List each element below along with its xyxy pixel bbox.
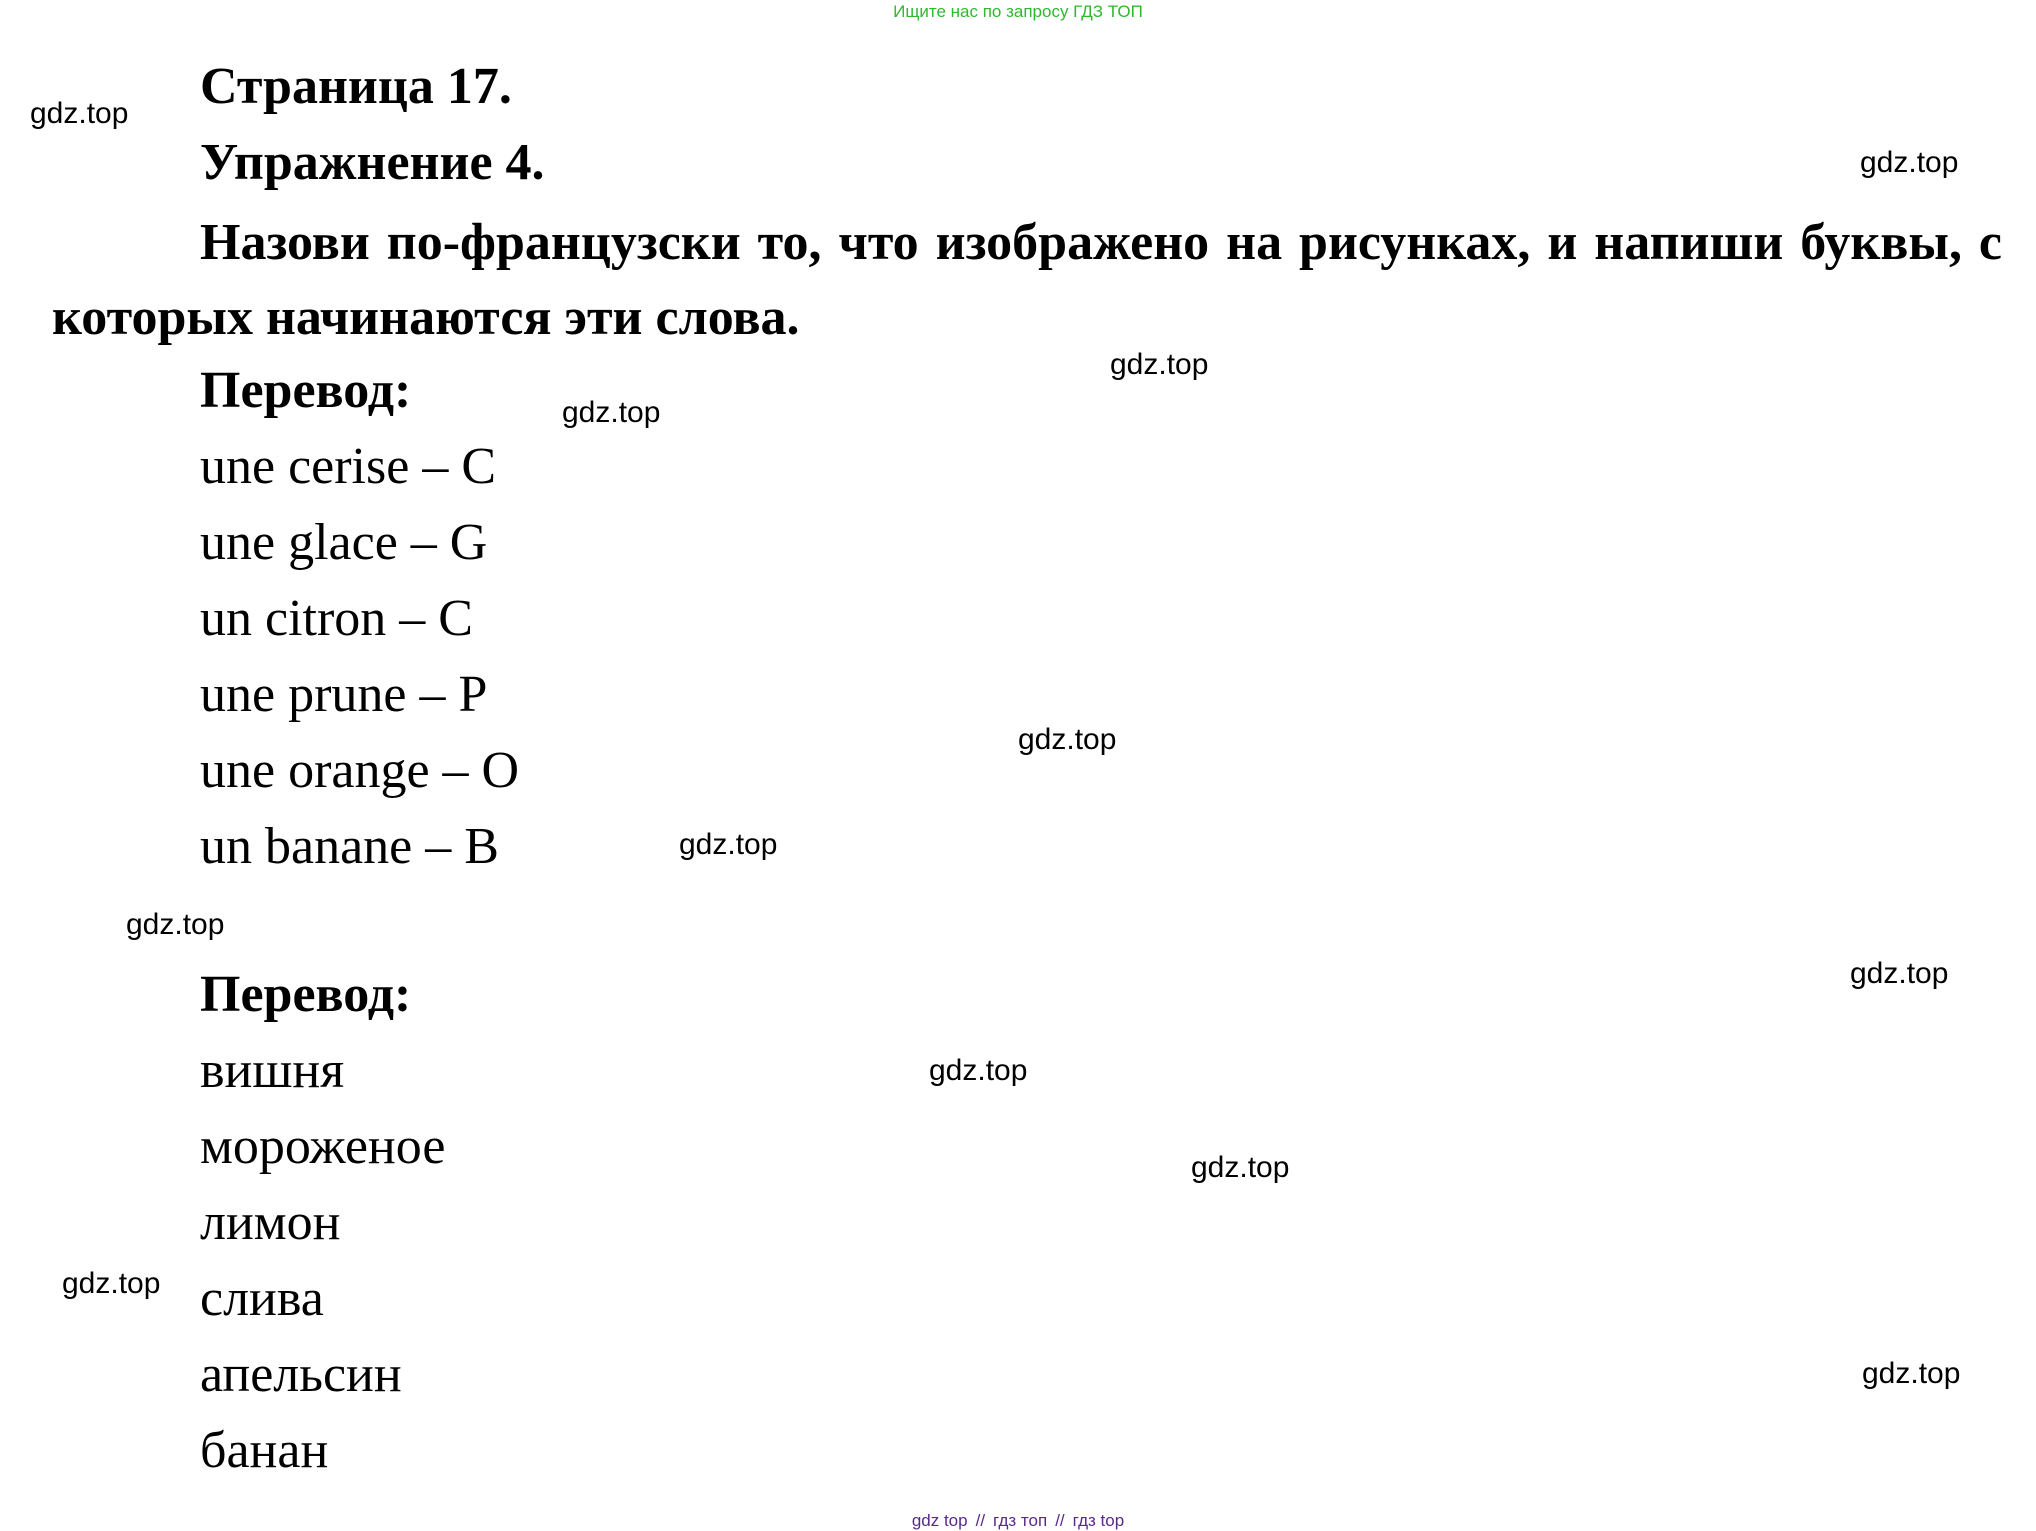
footer-links: [0, 1511, 2036, 1531]
french-word: une prune – P: [200, 666, 488, 723]
french-word: une orange – O: [200, 742, 520, 799]
footer-separator: //: [1055, 1511, 1065, 1530]
french-word: un banane – B: [200, 818, 499, 875]
watermark: gdz.top: [62, 1267, 161, 1300]
section-title-french: Перевод:: [200, 362, 412, 419]
exercise-title: Упражнение 4.: [200, 134, 545, 191]
russian-word: банан: [200, 1422, 329, 1479]
section-title-russian: Перевод:: [200, 966, 412, 1023]
footer-link[interactable]: gdz top: [911, 1511, 968, 1530]
footer-link[interactable]: гдз top: [1072, 1511, 1125, 1530]
exercise-instruction: Назови по-французски то, что изображено на рисунках, и напиши буквы, с которых начинаются эти слова.: [52, 214, 2002, 346]
russian-word: апельсин: [200, 1346, 402, 1403]
watermark: gdz.top: [562, 396, 661, 429]
watermark: gdz.top: [1862, 1357, 1961, 1390]
watermark: gdz.top: [30, 97, 129, 130]
russian-word: лимон: [200, 1194, 341, 1251]
watermark: gdz.top: [1191, 1151, 1290, 1184]
russian-word: слива: [200, 1270, 324, 1327]
french-word: une cerise – C: [200, 438, 497, 495]
russian-word: мороженое: [200, 1118, 446, 1175]
watermark: gdz.top: [126, 908, 225, 941]
watermark: gdz.top: [679, 828, 778, 861]
watermark: gdz.top: [1850, 957, 1949, 990]
footer-link[interactable]: гдз топ: [993, 1511, 1048, 1530]
top-banner[interactable]: Ищите нас по запросу ГДЗ ТОП: [893, 2, 1143, 21]
page-title: Страница 17.: [200, 58, 512, 115]
watermark: gdz.top: [1018, 723, 1117, 756]
footer-separator: //: [975, 1511, 986, 1530]
french-word: un citron – C: [200, 590, 473, 647]
watermark: gdz.top: [1110, 348, 1209, 381]
russian-word: вишня: [200, 1042, 345, 1099]
watermark: gdz.top: [1860, 146, 1959, 179]
french-word: une glace – G: [200, 514, 488, 571]
watermark: gdz.top: [929, 1054, 1028, 1087]
